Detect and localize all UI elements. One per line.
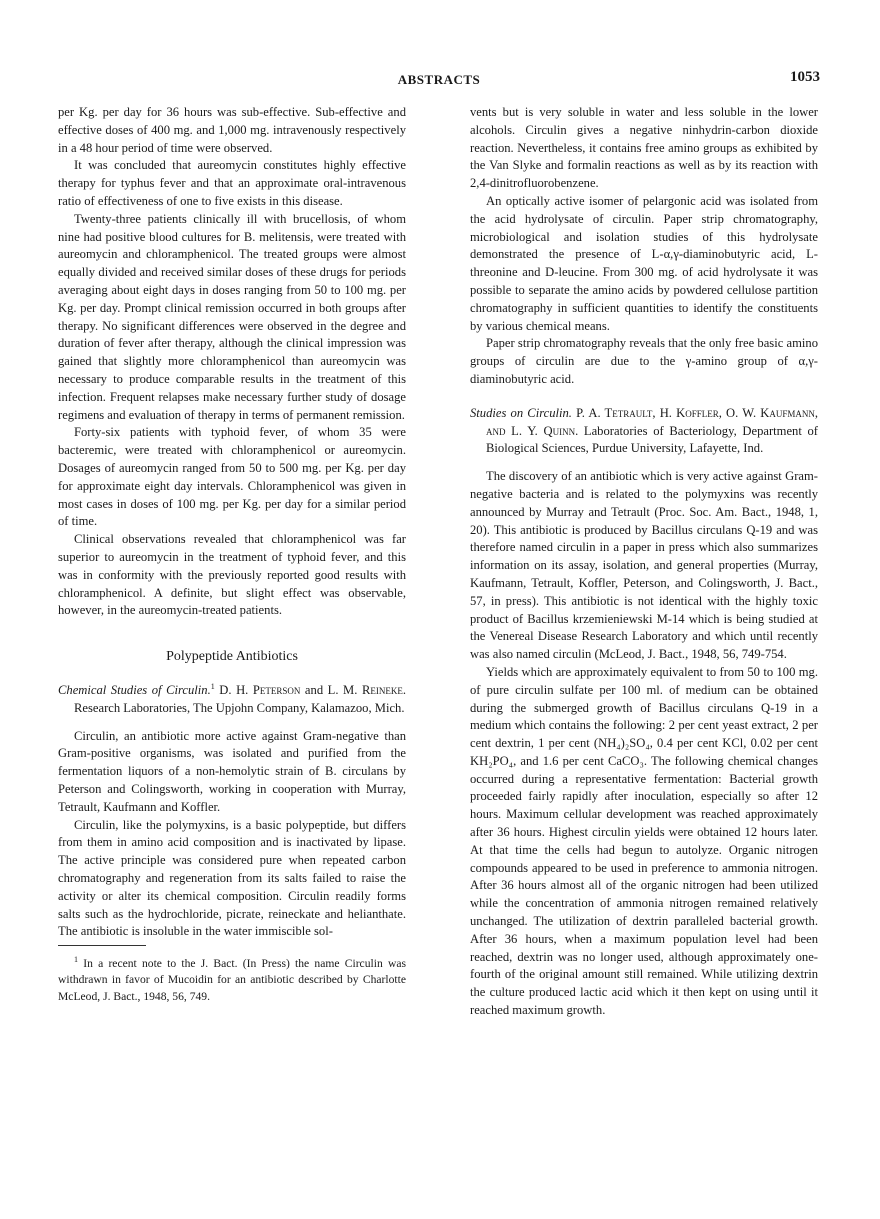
paragraph: It was concluded that aureomycin constitutes highly effective therapy for typhus fever and that an approximate oral-intravenous ratio of effectiveness of one to five exists in this disease. — [58, 158, 406, 208]
right-column — [470, 104, 818, 1020]
abstract-header — [470, 405, 818, 458]
left-column — [58, 104, 406, 1005]
footnote — [58, 952, 406, 1004]
paragraph: Clinical observations revealed that chloramphenicol was far superior to aureomycin in the treatment of typhoid fever, and this was in conformity with the previously reported good results with chloramphenicol. A definite, but slight effect was observable, however, in the aureomycin-treated patients. — [58, 532, 406, 618]
abstract-authors: P. A. Tetrault, H. Koffler, O. W. Kaufmann, and L. Y. Quinn. — [486, 405, 818, 438]
abstract-title: Studies on Circulin. — [470, 405, 572, 420]
abstract-affiliation: Laboratories of Bacteriology, Department of Biological Sciences, Purdue University, Lafayette, Ind. — [486, 423, 818, 456]
abstract-header — [58, 678, 406, 718]
running-head — [58, 69, 820, 92]
paragraph: Forty-six patients with typhoid fever, of whom 35 were bacteremic, were treated with chloramphenicol or aureomycin. Dosages of aureomycin ranged from 50 to 500 mg. per Kg. per day for approximate eight day intervals. Chloramphenicol was given in most cases in doses of 100 mg. per Kg. per day for a similar period of time. — [58, 425, 406, 529]
paragraph: Paper strip chromatography reveals that the only free basic amino groups of circulin are due to the γ-amino group of α,γ-diaminobutyric acid. — [470, 336, 818, 386]
footnote-text: In a recent note to the J. Bact. (In Press) the name Circulin was withdrawn in favor of Mucoidin for an antibiotic described by Charlotte McLeod, J. Bact., 1948, 56, 749. — [58, 957, 406, 1003]
abstract-affiliation: Research Laboratories, The Upjohn Company, Kalamazoo, Mich. — [74, 700, 405, 715]
footnote-rule — [58, 945, 146, 946]
author-conjunction: and — [300, 683, 328, 698]
abstract-authors: D. H. Peterson — [219, 683, 301, 698]
paragraph: An optically active isomer of pelargonic acid was isolated from the acid hydrolysate of circulin. Paper strip chromatography, microbiological and isolation studies of this hydrolysate demonstrated the presence of L-α,γ-diaminobutyric acid, L-threonine and D-leucine. From 300 mg. of acid hydrolysate it was possible to separate the amino acids by powdered cellulose partition chromatography in sufficient quantities to identify the constituents by various chemical means. — [470, 193, 818, 333]
footnote-marker: 1 — [210, 681, 215, 691]
section-spacer — [470, 389, 818, 405]
paragraph: Circulin, an antibiotic more active against Gram-negative than Gram-positive organisms, was isolated and purified from the fermentation liquors of a non-hemolytic strain of B. circulans by Peterson and Colingsworth, working in cooperation with Murray, Tetrault, Kaufmann and Koffler. — [58, 728, 406, 814]
paragraph: Circulin, like the polymyxins, is a basic polypeptide, but differs from them in amino acid composition and is inactivated by lipase. The active principle was considered pure when repeated carbon chromatography and regeneration from its salts failed to raise the activity or alter its chemical composition. Circulin readily forms salts such as the hydrochloride, picrate, reineckate and helianthate. The antibiotic is insoluble in the water immiscible sol- — [58, 817, 406, 939]
paragraph: vents but is very soluble in water and less soluble in the lower alcohols. Circulin gives a negative ninhydrin-carbon dioxide reaction. Nevertheless, it contains free amino groups as exhibited by the Van Slyke and formalin reactions as well as by its reaction with 2,4-dinitrofluorobenzene. — [470, 105, 818, 191]
paragraph: Yields which are approximately equivalent to from 50 to 100 mg. of pure circulin sulfate per 100 ml. of medium can be obtained during the submerged growth of Bacillus circulans Q-19 in a medium which contains the following: 2 per cent yeast extract, 2 per cent dextrin, 1 per cent (NH₄)₂SO₄, 0.4 per cent KCl, 0.02 per cent KH₂PO₄, and 1.6 per cent CaCO₃. The following chemical changes occurred during a representative fermentation: Bacterial growth proceeded fairly rapidly after inoculation, especially so after 12 hours. Maximum cellular development was reached approximately after 36 hours. Highest circulin yields were obtained 12 hours later. At that time the cells had begun to autolyze. Organic nitrogen compounds appeared to be used in preference to ammonia nitrogen. After 36 hours almost all of the organic nitrogen had been utilized while the concentration of ammonia nitrogen remained relatively unchanged. The utilization of dextrin paralleled bacterial growth. After 36 hours, when a maximum population level had been reached, dextrin was no longer used, although approximately one-fourth of the original amount still remained. While utilizing dextrin the culture produced lactic acid which it then kept on using until it reached maximum growth. — [470, 664, 818, 1018]
abstract-authors: L. M. Reineke. — [327, 683, 406, 698]
section-heading: Polypeptide Antibiotics — [166, 649, 298, 665]
paragraph: The discovery of an antibiotic which is very active against Gram-negative bacteria and is related to the polymyxins was recently announced by Murray and Tetrault (Proc. Soc. Am. Bact., 1948, 1, 20). This antibiotic is produced by Bacillus circulans Q-19 and was therefore named circulin in a paper in press which also summarizes information on its assay, isolation, and general properties (Murray, Kaufmann, Tetrault, Koffler, Peterson, and Colingsworth, J. Bact., 57, in press). This antibiotic is not identical with the highly toxic product of Bacillus krzemieniewski M-14 which is being studied at the Venereal Disease Research Laboratory and which until recently was also named circulin (McLeod, J. Bact., 1948, 56, 749-754. — [470, 469, 818, 662]
paragraph: Twenty-three patients clinically ill with brucellosis, of whom nine had positive blood cultures for B. melitensis, were treated with aureomycin and chloramphenicol. The treated groups were almost equally divided and received similar doses of these drugs for periods averaging about eight days in doses ranging from 50 to 100 mg. per Kg. per day. Prompt clinical remission occurred in both groups after therapy. No significant differences were observed in the degree and duration of fever after therapy, although the clinical impression was gained that slightly more chloramphenicol than aureomycin was necessary to produce comparable results in the treatment of this infection. Frequent relapses make necessary further study of dosage regimens and evaluation of therapy in terms of permanent remission. — [58, 211, 406, 422]
page-number: 1053 — [790, 69, 820, 85]
running-head-title: ABSTRACTS — [397, 72, 481, 87]
paragraph: per Kg. per day for 36 hours was sub-effective. Sub-effective and effective doses of 400 mg. and 1,000 mg. intravenously respectively in a 48 hour period of time were observed. — [58, 105, 406, 155]
footnote-marker: 1 — [74, 955, 78, 965]
abstract-title: Chemical Studies of Circulin. — [58, 683, 211, 698]
